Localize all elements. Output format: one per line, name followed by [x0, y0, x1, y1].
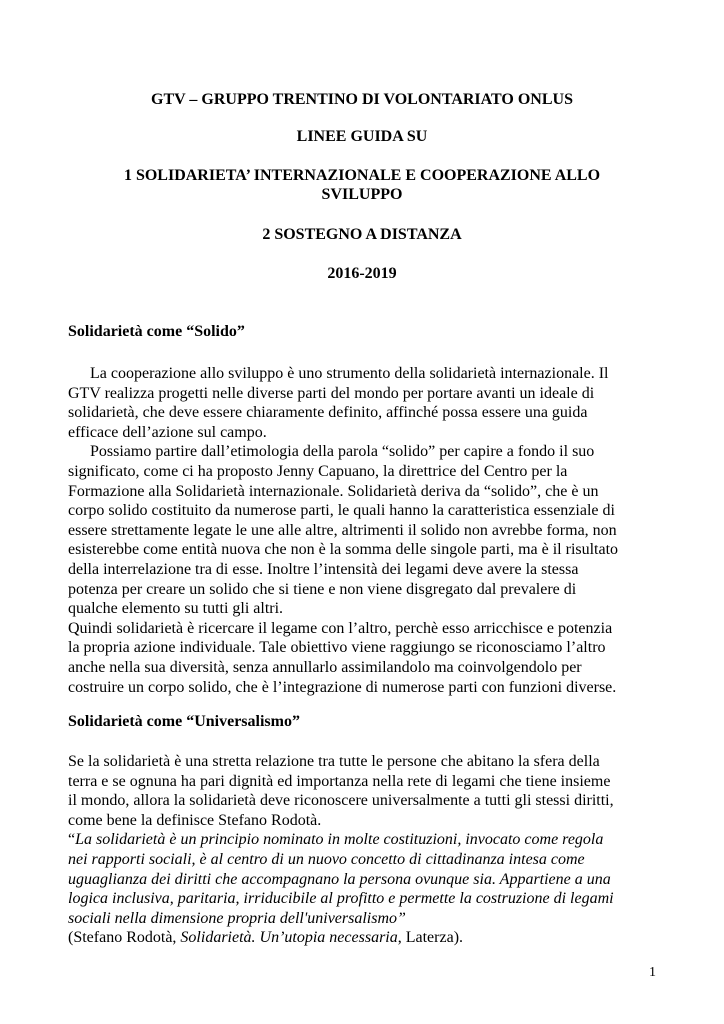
body-line: come bene la definisce Stefano Rodotà.	[68, 811, 322, 829]
topic-1-title-line-2: SVILUPPO	[321, 186, 403, 203]
body-line: significato, come ci ha proposto Jenny Capuano, la direttrice del Centro per la	[68, 462, 568, 480]
section-2-body	[68, 752, 658, 948]
body-line: corpo solido costituito da numerose parti, le quali hanno la caratteristica essenziale di	[68, 502, 615, 520]
body-line: solidarietà, che deve essere chiaramente definito, affinché possa essere una guida	[68, 404, 588, 422]
body-line: essere strettamente legate le une alle altre, altrimenti il solido non avrebbe forma, non	[68, 521, 617, 539]
body-line: Formazione alla Solidarietà internazionale. Solidarietà deriva da “solido”, che è un	[68, 482, 599, 500]
section-1-heading: Solidarietà come “Solido”	[68, 323, 245, 340]
body-line: la propria azione individuale. Tale obiettivo viene raggiungo se riconosciamo l’altro	[68, 639, 606, 657]
quote-open-mark: “	[68, 831, 76, 849]
citation	[68, 928, 658, 948]
quote-line: nei rapporti sociali, è al centro di un nuovo concetto di cittadinanza intesa come	[68, 850, 585, 868]
body-line: efficace dell’azione sul campo.	[68, 423, 267, 441]
citation-author: (Stefano Rodotà,	[68, 929, 181, 947]
body-line: Possiamo partire dall’etimologia della parola “solido” per capire a fondo il suo	[90, 443, 595, 461]
body-line: potenza per creare un solido che si tiene e non viene disgregato dal prevalere di	[68, 580, 577, 598]
quote-line: uguaglianza dei diritti che accompagnano la persona ovunque sia. Appartiene a una	[68, 870, 611, 888]
body-line: La cooperazione allo sviluppo è uno strumento della solidarietà internazionale. Il	[90, 365, 609, 382]
guidelines-title: LINEE GUIDA SU	[296, 128, 428, 145]
quote-text: La solidarietà è un principio nominato in molte costituzioni, invocato come regola	[75, 831, 604, 849]
quote-line	[68, 830, 658, 850]
body-line: Se la solidarietà è una stretta relazione tra tutte le persone che abitano la sfera della	[68, 753, 600, 770]
quote-line: logica inclusiva, paritaria, irriducibile al profitto e permette la costruzione di legami	[68, 890, 614, 908]
body-line: anche nella sua diversità, senza annullarlo assimilandolo ma coinvolgendolo per	[68, 658, 582, 676]
body-line: terra e se ognuna ha pari dignità ed importanza nella rete di legami che tiene insieme	[68, 772, 611, 790]
body-line: esisterebbe come entità nuova che non è la somma delle singole parti, ma è il risultato	[68, 541, 619, 559]
topic-1-title-line-1: 1 SOLIDARIETA’ INTERNAZIONALE E COOPERAZIONE ALLO	[123, 167, 601, 184]
body-line: della interrelazione tra di esse. Inoltre l’intensità dei legami deve avere la stessa	[68, 560, 579, 578]
body-line: GTV realizza progetti nelle diverse parti del mondo per portare avanti un ideale di	[68, 384, 595, 402]
citation-publisher: , Laterza).	[397, 929, 464, 947]
section-2-heading: Solidarietà come “Universalismo”	[68, 713, 300, 730]
quote-line: sociali nella dimensione propria dell'universalismo”	[68, 909, 406, 927]
body-line: il mondo, allora la solidarietà deve riconoscere universalmente a tutti gli stessi diritti,	[68, 792, 614, 810]
body-line: qualche elemento su tutti gli altri.	[68, 600, 284, 618]
citation-book-title: Solidarietà. Un’utopia necessaria	[180, 929, 398, 947]
page-number: 1	[649, 965, 656, 980]
topic-2-title: 2 SOSTEGNO A DISTANZA	[262, 226, 462, 243]
body-line: costruire un corpo solido, che è l’integrazione di numerose parti con funzioni diverse.	[68, 678, 617, 696]
body-line: Quindi solidarietà è ricercare il legame con l’altro, perchè esso arricchisce e potenzia	[68, 619, 613, 637]
org-title: GTV – GRUPPO TRENTINO DI VOLONTARIATO ONLUS	[151, 91, 573, 108]
years-title: 2016-2019	[327, 265, 397, 282]
section-1-body	[68, 364, 658, 697]
